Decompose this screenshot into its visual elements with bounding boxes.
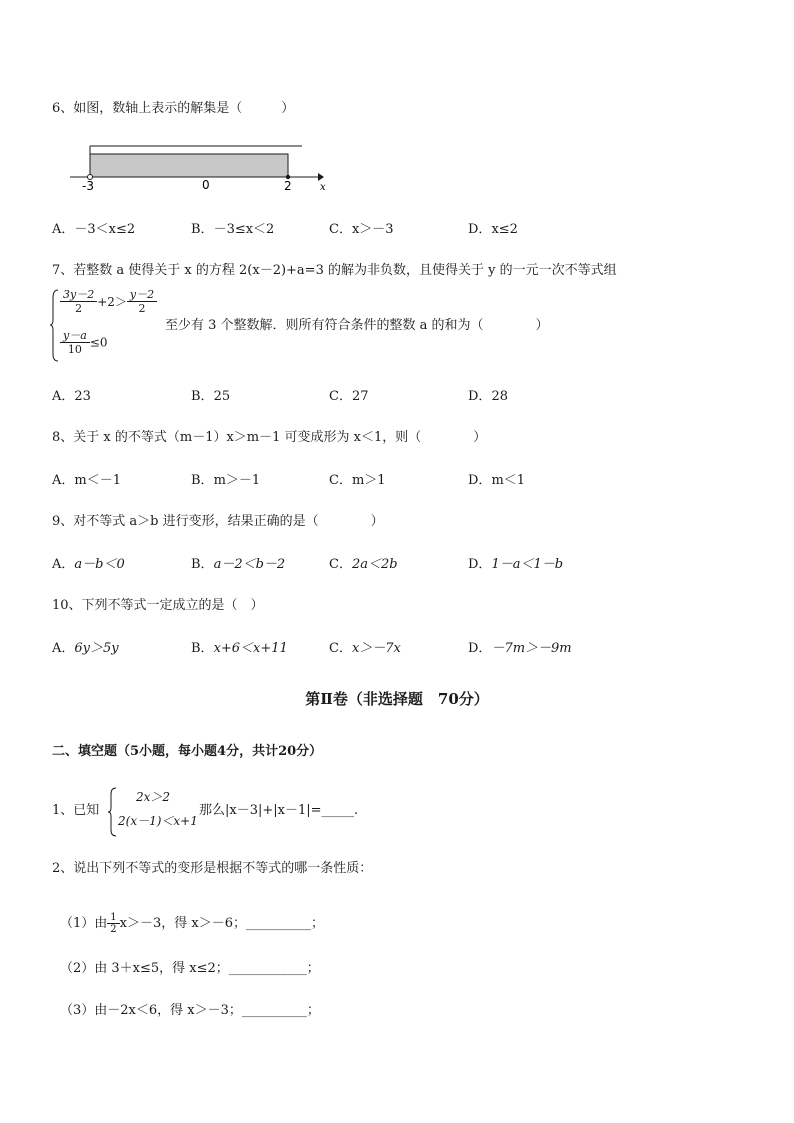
q8-stem: 8、关于 x 的不等式（m－1）x＞m－1 可变成形为 x＜1，则（ ） [52,430,487,445]
q6-number-line [62,142,342,192]
f1-brace-icon [108,787,118,837]
q10-option-b[interactable]: B．x+6＜x+11 [191,641,288,656]
q7-row1-left-fraction: $\frac{3y-2}{2}$ [60,288,97,315]
q8-option-a[interactable]: A．m＜－1 [52,473,121,488]
q7-stem-line1: 7、若整数 a 使得关于 x 的方程 2(x－2)+a=3 的解为非负数，且使得关于 y 的一元一次不等式组 [52,263,617,278]
q8-option-c[interactable]: C．m＞1 [329,473,386,488]
q8-option-d[interactable]: D．m＜1 [468,473,526,488]
q10-option-a[interactable]: A．6y＞5y [52,641,119,656]
q7-row2-fraction: $\frac{y-a}{10}$ [60,329,90,356]
q6-stem: 6、如图，数轴上表示的解集是（ ） [52,101,295,116]
f2-part3[interactable]: （3）由－2x＜6，得 x＞－3；__________； [60,1003,320,1018]
q6-option-a[interactable]: A．－3＜x≤2 [52,222,136,237]
half-fraction: $\frac{1}{2}$ [107,912,119,935]
q7-stem-line2: 至少有 3 个整数解．则所有符合条件的整数 a 的和为（ ） [165,318,549,333]
axis-arrow-icon [318,173,324,181]
f2-part2[interactable]: （2）由 3＋x≤5，得 x≤2；____________； [60,961,320,976]
tick-label-neg3: -3 [82,179,94,192]
q7-row1-right-fraction: $\frac{y-2}{2}$ [127,288,157,315]
q8-option-b[interactable]: B．m＞－1 [191,473,261,488]
q6-option-d[interactable]: D．x≤2 [468,222,518,237]
f1-prefix: 1、已知 [52,803,100,818]
f2-stem: 2、说出下列不等式的变形是根据不等式的哪一条性质： [52,861,373,876]
q7-row2-rel: ≤0 [89,335,108,350]
part2-title: 第Ⅱ卷（非选择题 70分） [305,690,489,708]
q9-option-a[interactable]: A．a－b＜0 [52,557,125,572]
q7-row1-mid: +2＞ [97,295,127,309]
left-brace-icon [50,288,60,363]
solution-region [90,154,288,177]
q6-option-b[interactable]: B．－3≤x＜2 [191,222,275,237]
q7-option-b[interactable]: B．25 [191,389,231,404]
section2-title: 二、填空题（5小题，每小题4分，共计20分） [52,744,323,759]
f1-suffix[interactable]: 那么|x－3|+|x－1|=_____. [199,803,359,818]
f1-row2: 2(x－1)＜x+1 [118,814,198,828]
q9-option-c[interactable]: C．2a＜2b [329,557,398,572]
q7-option-a[interactable]: A．23 [52,389,91,404]
q7-option-d[interactable]: D．28 [468,389,508,404]
q7-inequality-system [50,288,170,363]
f1-row1: 2x＞2 [136,790,171,804]
axis-variable-label: x [320,182,326,192]
q10-stem: 10、下列不等式一定成立的是（ ） [52,598,264,613]
q10-option-c[interactable]: C．x＞－7x [329,641,401,656]
q7-option-c[interactable]: C．27 [329,389,369,404]
q6-option-c[interactable]: C．x＞－3 [329,222,394,237]
q10-option-d[interactable]: D．－7m＞－9m [468,641,572,656]
q9-option-b[interactable]: B．a－2＜b－2 [191,557,286,572]
tick-label-2: 2 [284,179,292,192]
q9-option-d[interactable]: D．1－a＜1－b [468,557,564,572]
tick-label-0: 0 [202,178,210,192]
f2-part1[interactable]: （1）由 $\frac{1}{2}$ x＞－3，得 x＞－6；__________； [60,912,324,935]
q9-stem: 9、对不等式 a＞b 进行变形，结果正确的是（ ） [52,514,384,529]
